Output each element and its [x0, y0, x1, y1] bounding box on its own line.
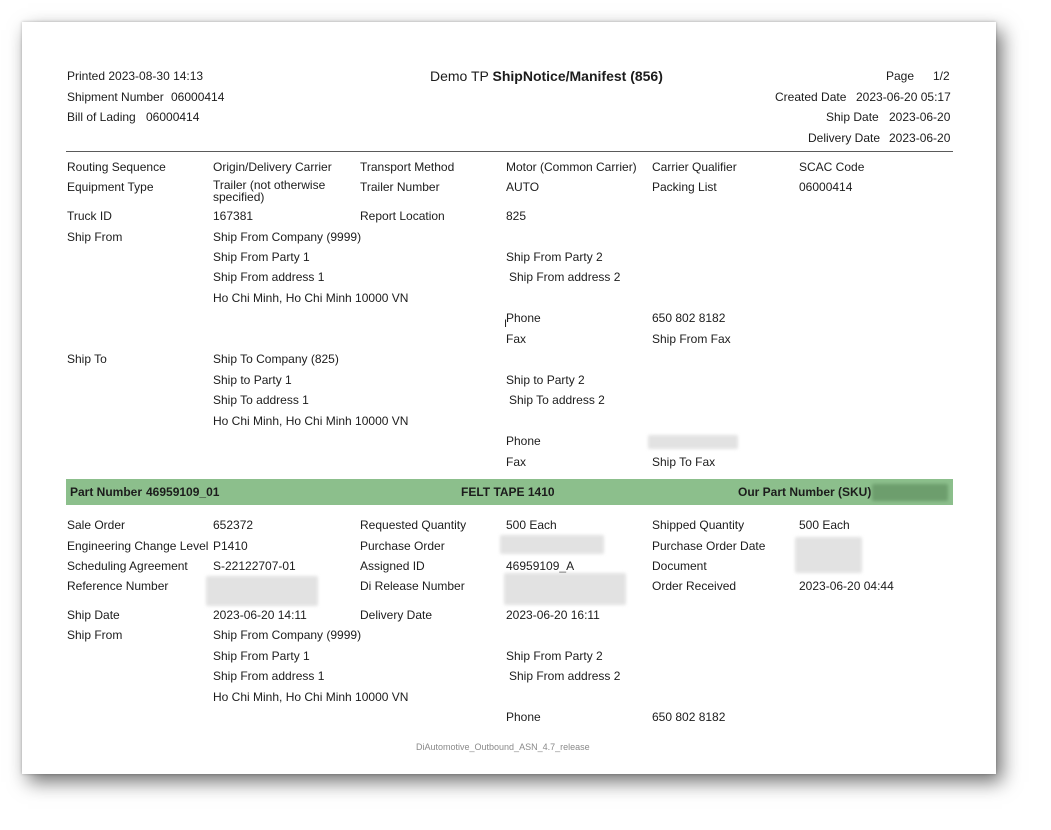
text-cursor-icon: I	[504, 318, 508, 330]
part-ship-from-phone-label: Phone	[506, 710, 541, 724]
ship-from-fax-label: Fax	[506, 332, 527, 346]
engineering-change-level-value: P1410	[213, 539, 248, 553]
delivery-date-label: Delivery Date	[808, 131, 881, 145]
sku-label: Our Part Number (SKU)	[738, 485, 872, 499]
ship-from-address-2: Ship From address 2	[509, 270, 621, 284]
ship-to-party-2: Ship to Party 2	[506, 373, 585, 387]
ship-to-fax-label: Fax	[506, 455, 527, 469]
part-ship-from-address-2: Ship From address 2	[509, 669, 621, 683]
part-ship-from-address-1: Ship From address 1	[213, 669, 325, 683]
page-number: 1/2	[933, 69, 950, 83]
packing-list-value: 06000414	[799, 180, 853, 194]
part-ship-from-party-2: Ship From Party 2	[506, 649, 603, 663]
di-release-number-label: Di Release Number	[360, 579, 465, 593]
ship-to-city: Ho Chi Minh, Ho Chi Minh 10000 VN	[213, 414, 409, 428]
ship-from-address-1: Ship From address 1	[213, 270, 325, 284]
part-ship-date-label: Ship Date	[67, 608, 120, 622]
part-description: FELT TAPE 1410	[461, 485, 555, 499]
truck-id-label: Truck ID	[67, 209, 112, 223]
part-number-value: 46959109_01	[146, 485, 220, 499]
ship-from-party-2: Ship From Party 2	[506, 250, 603, 264]
carrier-qualifier-value: SCAC Code	[799, 160, 865, 174]
redacted-ship-to-phone	[648, 435, 738, 449]
ship-date-value: 2023-06-20	[889, 110, 951, 124]
shipment-number-value: 06000414	[171, 90, 225, 104]
ship-from-city: Ho Chi Minh, Ho Chi Minh 10000 VN	[213, 291, 409, 305]
redacted-reference-number	[206, 576, 318, 606]
ship-from-company: Ship From Company (9999)	[213, 230, 362, 244]
title-partner: Demo TP	[430, 68, 493, 84]
part-ship-from-company: Ship From Company (9999)	[213, 628, 362, 642]
part-ship-date-value: 2023-06-20 14:11	[213, 608, 307, 622]
created-date-value: 2023-06-20 05:17	[856, 90, 951, 104]
part-number-label: Part Number	[70, 485, 143, 499]
bill-of-lading-value: 06000414	[146, 110, 200, 124]
requested-quantity-value: 500 Each	[506, 518, 557, 532]
truck-id-value: 167381	[213, 209, 254, 223]
ship-to-label: Ship To	[67, 352, 107, 366]
ship-from-phone-label: Phone	[506, 311, 541, 325]
order-received-label: Order Received	[652, 579, 737, 593]
shipped-quantity-value: 500 Each	[799, 518, 850, 532]
scheduling-agreement-value: S-22122707-01	[213, 559, 296, 573]
shipped-quantity-label: Shipped Quantity	[652, 518, 745, 532]
redacted-purchase-order	[500, 535, 604, 554]
routing-sequence-label: Routing Sequence	[67, 160, 166, 174]
requested-quantity-label: Requested Quantity	[360, 518, 467, 532]
part-header-band	[66, 479, 953, 505]
purchase-order-label: Purchase Order	[360, 539, 445, 553]
ship-from-label: Ship From	[67, 230, 123, 244]
assigned-id-label: Assigned ID	[360, 559, 425, 573]
transport-method-label: Transport Method	[360, 160, 455, 174]
redacted-purchase-order-date	[795, 537, 862, 573]
part-ship-from-city: Ho Chi Minh, Ho Chi Minh 10000 VN	[213, 690, 409, 704]
sale-order-label: Sale Order	[67, 518, 126, 532]
order-received-value: 2023-06-20 04:44	[799, 579, 894, 593]
document-page	[22, 22, 996, 774]
report-location-label: Report Location	[360, 209, 445, 223]
ship-to-fax-value: Ship To Fax	[652, 455, 716, 469]
engineering-change-level-label: Engineering Change Level	[67, 539, 209, 553]
header-divider	[66, 151, 953, 152]
delivery-date-value: 2023-06-20	[889, 131, 951, 145]
ship-from-party-1: Ship From Party 1	[213, 250, 310, 264]
ship-to-phone-label: Phone	[506, 434, 541, 448]
ship-from-phone-value: 650 802 8182	[652, 311, 726, 325]
page-label: Page	[886, 69, 915, 83]
carrier-qualifier-label: Carrier Qualifier	[652, 160, 737, 174]
redacted-sku	[872, 484, 948, 501]
part-delivery-date-label: Delivery Date	[360, 608, 433, 622]
ship-to-company: Ship To Company (825)	[213, 352, 339, 366]
redacted-release-number	[504, 573, 626, 605]
title-document-type: ShipNotice/Manifest (856)	[492, 68, 663, 84]
report-location-value: 825	[506, 209, 527, 223]
part-ship-from-party-1: Ship From Party 1	[213, 649, 310, 663]
equipment-type-value: Trailer (not otherwise specified)	[213, 178, 326, 204]
routing-sequence-value: Origin/Delivery Carrier	[213, 160, 332, 174]
reference-number-label: Reference Number	[67, 579, 169, 593]
scheduling-agreement-label: Scheduling Agreement	[67, 559, 188, 573]
created-date-label: Created Date	[775, 90, 847, 104]
transport-method-value: Motor (Common Carrier)	[506, 160, 637, 174]
document-label: Document	[652, 559, 707, 573]
printed-date: Printed 2023-08-30 14:13	[67, 69, 204, 83]
sale-order-value: 652372	[213, 518, 254, 532]
part-delivery-date-value: 2023-06-20 16:11	[506, 608, 600, 622]
ship-date-label: Ship Date	[826, 110, 879, 124]
equipment-type-label: Equipment Type	[67, 180, 154, 194]
ship-from-fax-value: Ship From Fax	[652, 332, 731, 346]
packing-list-label: Packing List	[652, 180, 717, 194]
footer-release-name: DiAutomotive_Outbound_ASN_4.7_release	[416, 742, 590, 752]
trailer-number-label: Trailer Number	[360, 180, 440, 194]
trailer-number-value: AUTO	[506, 180, 540, 194]
assigned-id-value: 46959109_A	[506, 559, 575, 573]
purchase-order-date-label: Purchase Order Date	[652, 539, 766, 553]
part-ship-from-label: Ship From	[67, 628, 123, 642]
ship-to-address-1: Ship To address 1	[213, 393, 309, 407]
part-ship-from-phone-value: 650 802 8182	[652, 710, 726, 724]
shipment-number-label: Shipment Number	[67, 90, 164, 104]
bill-of-lading-label: Bill of Lading	[67, 110, 136, 124]
ship-to-address-2: Ship To address 2	[509, 393, 605, 407]
ship-to-party-1: Ship to Party 1	[213, 373, 292, 387]
document-title	[430, 68, 663, 84]
